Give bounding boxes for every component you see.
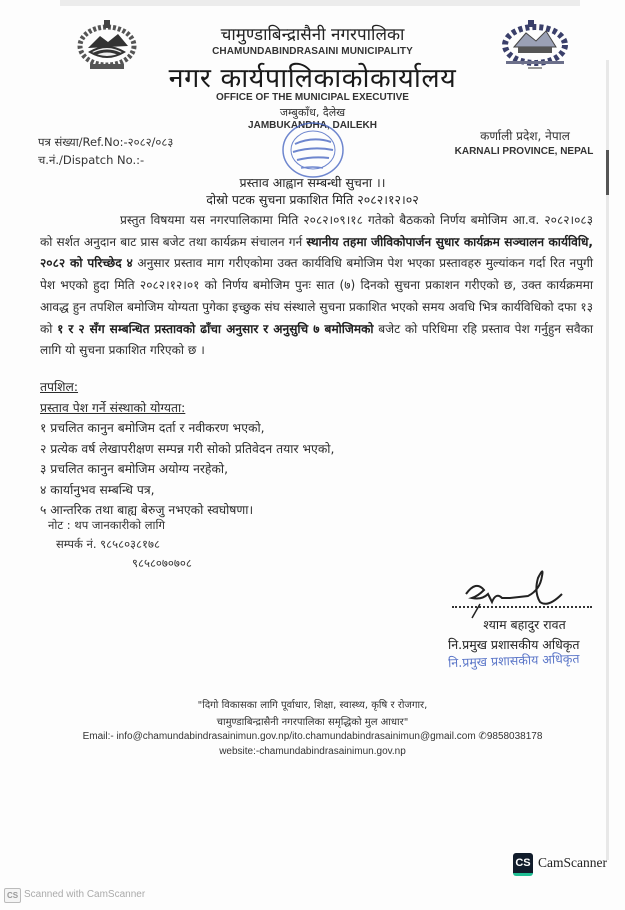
signatory-title: नि.प्रमुख प्रशासकीय अधिकृत [448, 637, 580, 652]
handwritten-signature [458, 568, 568, 620]
note-label: नोट : थप जानकारीको लागि [48, 518, 165, 532]
municipality-name-np: चामुण्डाबिन्द्रासैनी नगरपालिका [220, 25, 405, 45]
details-heading: तपशिल: [40, 380, 79, 394]
body-bold-1: स्थानीय तहमा जीविकोपार्जन सुधार कार्यक्रम सञ्चालन कार्यविधि, २०८२ को परिच्छेद ४ [40, 234, 593, 271]
footer-slogan-line2: चामुण्डाबिन्द्रासैनी नगरपालिका समृद्धिको मुल आधार" [216, 717, 409, 728]
camscanner-logo-icon: CS [513, 853, 533, 876]
notice-title: प्रस्ताव आह्वान सम्बन्धी सुचना ।। [239, 175, 386, 190]
province-en: KARNALI PROVINCE, NEPAL [454, 146, 594, 157]
notice-subtitle: दोस्रो पटक सुचना प्रकाशित मिति २०८२।१२।०२ [206, 192, 419, 207]
reference-number: पत्र संख्या/Ref.No:-२०८२/०८३ [38, 135, 174, 149]
signatory-stamp: नि.प्रमुख प्रशासकीय अधिकृत [447, 650, 580, 671]
province-np: कर्णाली प्रदेश, नेपाल [480, 129, 570, 143]
office-title-en: OFFICE OF THE MUNICIPAL EXECUTIVE [216, 92, 409, 103]
scan-edge-shadow [60, 0, 580, 6]
footer-email: Email:- info@chamundabindrasainimun.gov.np/ito.chamundabindrasainimun@gmail.com ✆9858038178 [82, 731, 543, 742]
eligibility-list [40, 418, 334, 521]
notice-body [40, 210, 593, 362]
eligibility-item: ४ कार्यानुभव सम्बन्धि पत्र, [40, 482, 155, 497]
body-text-2: अनुसार प्रस्ताव माग गरीएकोमा उक्त कार्यविधि बमोजिम पेश भएका प्रस्तावहरु मुल्यांकन गर्दा रित नपुगी पेश भएको हुदा मिति २०८२।१२।०१ को निर्णय बमोजिम पुनः सात (७) दिनको सुचना प्रकाशन गरीएको छ, उक्त कार्यक्रममा आवद्ध हुन तपशिल बमोजिम योग्यता पुगेका इच्छुक संघ संस्थाले सुचना प्रकाशित भएको समय अवधि भित्र कार्यविधिको दफा १३ को [40, 256, 594, 336]
body-text-1: प्रस्तुत विषयमा यस नगरपालिकामा मिति २०८२।०९।१८ गतेको बैठकको निर्णय बमोजिम आ.व. २०८२।०८३ को सर्शत अनुदान बाट प्रास बजेट तथा कार्यक्रम संचालन गर्न [40, 213, 593, 249]
footer-website: website:-chamundabindrasainimun.gov.np [219, 746, 406, 757]
dispatch-number: च.नं./Dispatch No.:- [38, 153, 145, 167]
office-title-np: नगर कार्यपालिकाकोकार्यालय [168, 63, 457, 94]
body-text-3: बजेट को परिधिमा रहि प्रस्ताव पेश गर्नुहुन सवैका लागि यो सुचना प्रकाशित गरिएको छ । [40, 321, 593, 358]
municipality-name-en: CHAMUNDABINDRASAINI MUNICIPALITY [212, 46, 413, 57]
contact-number-alt: ९८५८०७०७०८ [132, 556, 192, 570]
signature-line [452, 606, 592, 608]
eligibility-item: ५ आन्तरिक तथा बाह्य बेरुजु नभएको स्वघोषणा। [40, 503, 254, 518]
location-np: जम्बुकाँध, दैलेख [279, 106, 346, 119]
camscanner-small-icon: CS [4, 888, 21, 903]
body-bold-2: १ र २ सँग सम्बन्धित प्रस्तावको ढाँचा अनुसार र अनुसुचि ७ बमोजिमको [57, 321, 374, 336]
camscanner-brand: CamScanner [538, 855, 607, 870]
eligibility-item: २ प्रत्येक वर्ष लेखापरीक्षण सम्पन्न गरी सोको प्रतिवेदन तयार भएको, [40, 441, 335, 456]
eligibility-item: १ प्रचलित कानुन बमोजिम दर्ता र नवीकरण भएको, [40, 421, 265, 435]
scanned-with-camscanner: Scanned with CamScanner [24, 889, 146, 900]
eligibility-heading: प्रस्ताव पेश गर्ने संस्थाको योग्यता: [40, 401, 186, 415]
signatory-name: श्याम बहादुर रावत [483, 617, 566, 632]
contact-note [48, 516, 192, 573]
location-en: JAMBUKANDHA, DAILEKH [248, 120, 377, 131]
eligibility-item: ३ प्रचलित कानुन बमोजिम अयोग्य नरहेको, [40, 462, 228, 477]
contact-number: सम्पर्क नं. ९८५८०३८१७८ [56, 537, 160, 551]
footer-slogan-line1: "दिगो विकासका लागि पूर्वाधार, शिक्षा, स्वास्थ्य, कृषि र रोजगार, [197, 700, 428, 711]
